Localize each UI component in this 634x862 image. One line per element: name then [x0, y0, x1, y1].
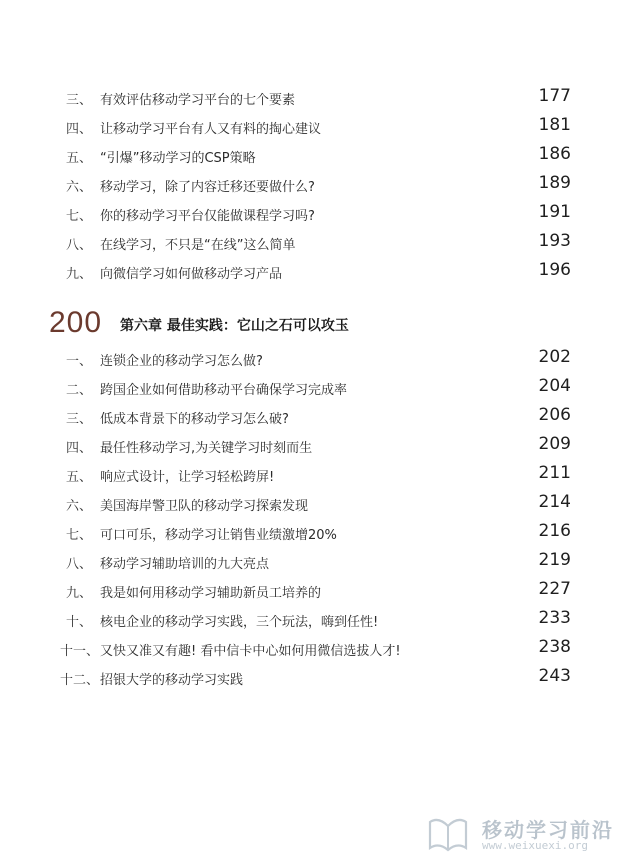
toc-entry-page: 202 — [538, 347, 571, 367]
toc-entry-page: 177 — [538, 86, 571, 106]
chapter-page-number: 200 — [49, 306, 103, 339]
toc-entry-title: 响应式设计，让学习轻松跨屏! — [100, 470, 275, 485]
toc-entry-number: 四、 — [66, 441, 93, 456]
toc-entry[interactable] — [0, 115, 634, 143]
toc-entry-number: 四、 — [66, 122, 93, 137]
toc-entry[interactable] — [0, 550, 634, 578]
toc-entry-page: 233 — [538, 608, 571, 628]
toc-entry-title: 又快又准又有趣! 看中信卡中心如何用微信选拔人才! — [100, 644, 401, 659]
toc-entry-page: 204 — [538, 376, 571, 396]
toc-entry[interactable] — [0, 434, 634, 462]
toc-entry-title: 连锁企业的移动学习怎么做? — [100, 354, 263, 369]
toc-entry-number: 十一、 — [60, 644, 100, 659]
watermark-brand: 移动学习前沿 — [482, 818, 614, 842]
toc-entry-title: 美国海岸警卫队的移动学习探索发现 — [100, 499, 309, 514]
toc-entry-page: 193 — [538, 231, 571, 251]
toc-entry-title: 跨国企业如何借助移动平台确保学习完成率 — [100, 383, 348, 398]
toc-entry[interactable] — [0, 202, 634, 230]
toc-entry-title: 让移动学习平台有人又有料的掏心建议 — [100, 122, 322, 137]
toc-entry-title: 核电企业的移动学习实践，三个玩法，嗨到任性! — [100, 615, 379, 630]
toc-entry-page: 227 — [538, 579, 571, 599]
toc-entry-number: 三、 — [66, 93, 93, 108]
toc-entry-page: 238 — [538, 637, 571, 657]
toc-entry-number: 三、 — [66, 412, 93, 427]
toc-entry[interactable] — [0, 347, 634, 375]
toc-entry-title: 向微信学习如何做移动学习产品 — [100, 267, 283, 282]
toc-entry[interactable] — [0, 376, 634, 404]
toc-entry-number: 七、 — [66, 209, 93, 224]
toc-entry-title: 移动学习辅助培训的九大亮点 — [100, 557, 270, 572]
toc-entry[interactable] — [0, 608, 634, 636]
watermark — [426, 812, 626, 856]
toc-entry-number: 八、 — [66, 557, 93, 572]
toc-entry-title: “引爆”移动学习的CSP策略 — [100, 151, 256, 166]
toc-entry[interactable] — [0, 521, 634, 549]
toc-entry-number: 二、 — [66, 383, 93, 398]
toc-entry[interactable] — [0, 173, 634, 201]
toc-entry-title: 有效评估移动学习平台的七个要素 — [100, 93, 296, 108]
watermark-url: www.weixuexi.org — [482, 839, 588, 852]
toc-entry-page: 243 — [538, 666, 571, 686]
toc-entry-page: 189 — [538, 173, 571, 193]
watermark-logo-icon — [426, 816, 470, 852]
toc-entry[interactable] — [0, 231, 634, 259]
toc-entry-page: 216 — [538, 521, 571, 541]
chapter-heading[interactable] — [0, 306, 634, 346]
toc-entry[interactable] — [0, 579, 634, 607]
toc-entry-title: 我是如何用移动学习辅助新员工培养的 — [100, 586, 322, 601]
toc-entry-title: 招银大学的移动学习实践 — [100, 673, 244, 688]
toc-entry-title: 低成本背景下的移动学习怎么破? — [100, 412, 289, 427]
toc-entry-number: 五、 — [66, 470, 93, 485]
toc-entry-page: 209 — [538, 434, 571, 454]
toc-entry-number: 十二、 — [60, 673, 100, 688]
toc-entry-number: 九、 — [66, 586, 93, 601]
toc-entry[interactable] — [0, 463, 634, 491]
toc-entry[interactable] — [0, 144, 634, 172]
toc-entry-page: 181 — [538, 115, 571, 135]
toc-entry[interactable] — [0, 492, 634, 520]
toc-entry-page: 211 — [538, 463, 571, 483]
toc-entry-page: 219 — [538, 550, 571, 570]
toc-entry-title: 最任性移动学习,为关键学习时刻而生 — [100, 441, 313, 456]
toc-entry-number: 五、 — [66, 151, 93, 166]
toc-entry-title: 在线学习，不只是“在线”这么简单 — [100, 238, 296, 253]
chapter-title: 第六章 最佳实践：它山之石可以攻玉 — [120, 318, 349, 334]
toc-entry[interactable] — [0, 666, 634, 694]
toc-entry-number: 六、 — [66, 499, 93, 514]
toc-entry-number: 九、 — [66, 267, 93, 282]
toc-entry-title: 你的移动学习平台仅能做课程学习吗? — [100, 209, 315, 224]
toc-entry-page: 196 — [538, 260, 571, 280]
toc-entry-page: 214 — [538, 492, 571, 512]
toc-entry[interactable] — [0, 405, 634, 433]
toc-entry-number: 六、 — [66, 180, 93, 195]
toc-entry[interactable] — [0, 637, 634, 665]
toc-entry-title: 移动学习，除了内容迁移还要做什么? — [100, 180, 315, 195]
toc-entry-page: 206 — [538, 405, 571, 425]
toc-entry-number: 七、 — [66, 528, 93, 543]
toc-entry-page: 186 — [538, 144, 571, 164]
toc-entry-page: 191 — [538, 202, 571, 222]
toc-entry[interactable] — [0, 86, 634, 114]
toc-entry-number: 一、 — [66, 354, 93, 369]
toc-entry-number: 十、 — [66, 615, 93, 630]
toc-entry-title: 可口可乐，移动学习让销售业绩激增20% — [100, 528, 337, 543]
toc-entry[interactable] — [0, 260, 634, 288]
toc-entry-number: 八、 — [66, 238, 93, 253]
